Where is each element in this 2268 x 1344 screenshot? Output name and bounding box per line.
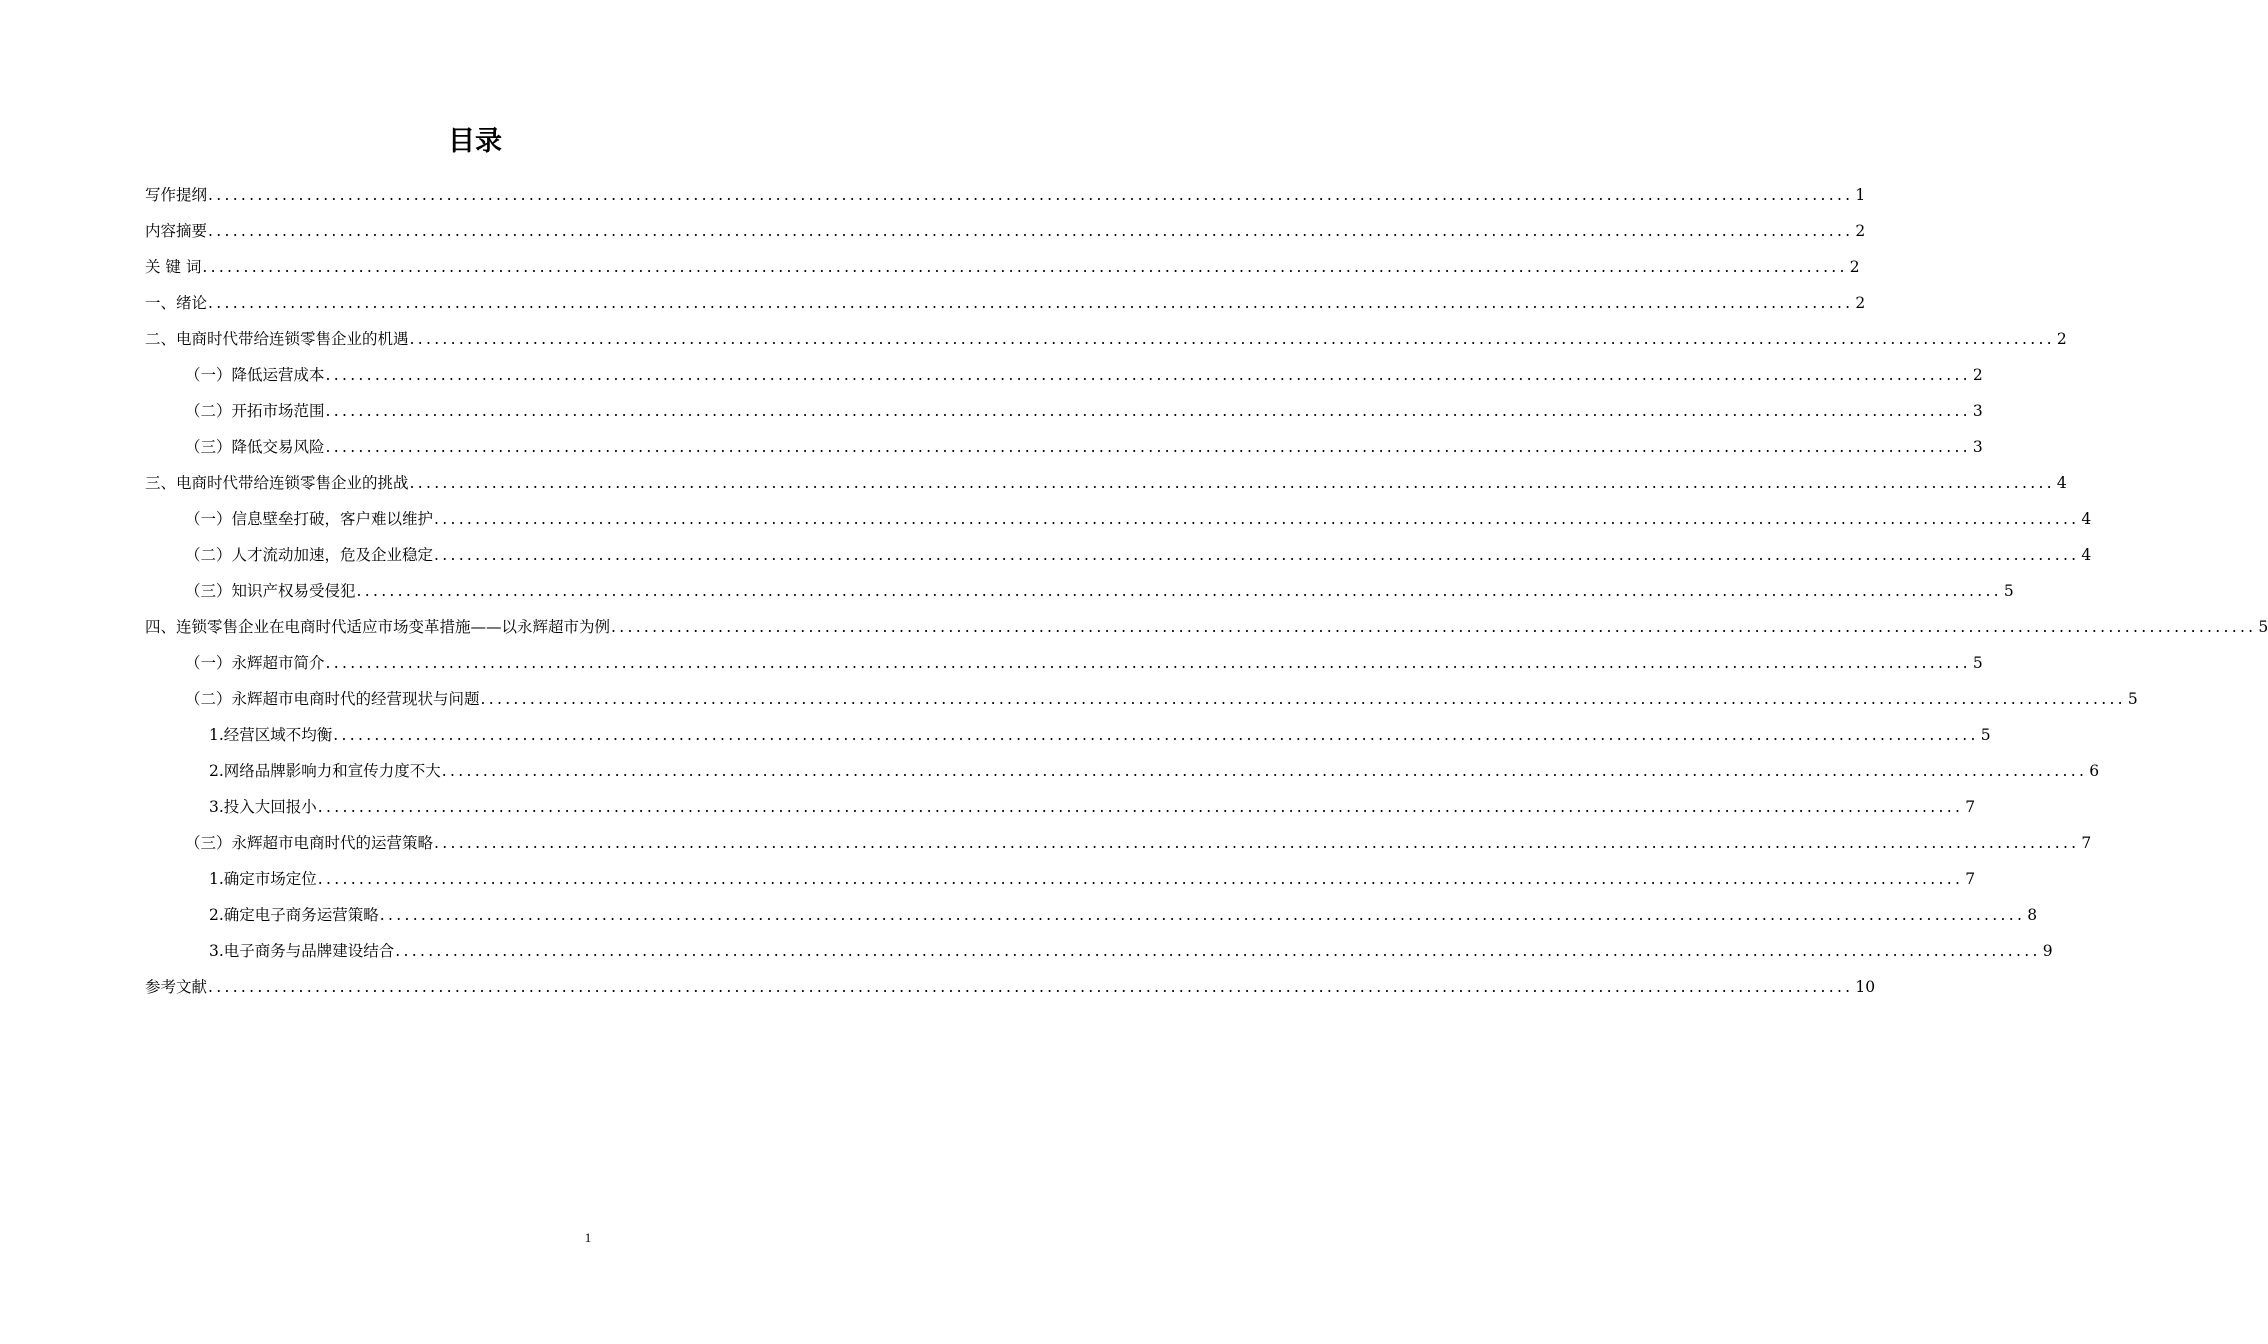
toc-entry-page: 2 <box>1849 258 1860 276</box>
toc-entry-page: 2 <box>2056 330 2067 348</box>
toc-entry-page: 6 <box>2089 762 2100 780</box>
toc-entry[interactable] <box>145 969 1876 1005</box>
toc-entry[interactable] <box>145 681 2138 717</box>
toc-entry-title: 内容摘要 <box>145 222 208 240</box>
page-title: 目录 <box>448 126 502 157</box>
toc-entry[interactable] <box>145 321 2067 357</box>
toc-entry[interactable] <box>145 825 2092 861</box>
toc-entry-page: 5 <box>2258 618 2268 636</box>
toc-entry-page: 5 <box>2003 582 2014 600</box>
toc-entry-title: 参考文献 <box>145 978 208 996</box>
toc-entry[interactable] <box>145 429 1983 465</box>
toc-entry-page: 3 <box>1972 402 1983 420</box>
toc-entry-page: 5 <box>1980 726 1991 744</box>
toc-leader-dots: ........................................................................................................................................................................................................ <box>208 222 1854 240</box>
toc-entry[interactable] <box>145 573 2014 609</box>
toc-entry-page: 7 <box>1965 870 1976 888</box>
toc-entry-title: （一）永辉超市简介 <box>185 654 325 672</box>
toc-entry-title: （三）永辉超市电商时代的运营策略 <box>185 834 434 852</box>
toc-entry-title: 写作提纲 <box>145 186 208 204</box>
toc-entry-page: 5 <box>1972 654 1983 672</box>
toc-entry[interactable] <box>145 861 1976 897</box>
toc-entry-title: （二）永辉超市电商时代的经营现状与问题 <box>185 690 480 708</box>
toc-entry-title: 3.投入大回报小 <box>209 798 317 816</box>
toc-leader-dots: ........................................................................................................................................................................................................ <box>202 258 1848 276</box>
toc-leader-dots: ........................................................................................................................................................................................................ <box>317 798 1964 816</box>
toc-leader-dots: ........................................................................................................................................................................................................ <box>325 654 1971 672</box>
toc-leader-dots: ........................................................................................................................................................................................................ <box>356 582 2002 600</box>
toc-leader-dots: ........................................................................................................................................................................................................ <box>409 330 2055 348</box>
toc-entry-title: （三）降低交易风险 <box>185 438 325 456</box>
toc-leader-dots: ........................................................................................................................................................................................................ <box>317 870 1964 888</box>
toc-entry[interactable] <box>145 753 2100 789</box>
toc-entry-title: （二）开拓市场范围 <box>185 402 325 420</box>
toc-entry[interactable] <box>145 285 1866 321</box>
toc-entry[interactable] <box>145 177 1866 213</box>
toc-leader-dots: ........................................................................................................................................................................................................ <box>325 366 1971 384</box>
toc-entry-title: 1.确定市场定位 <box>209 870 317 888</box>
toc-entry-page: 7 <box>2081 834 2092 852</box>
toc-leader-dots: ........................................................................................................................................................................................................ <box>441 762 2088 780</box>
toc-entry-title: 四、连锁零售企业在电商时代适应市场变革措施——以永辉超市为例 <box>145 618 611 636</box>
toc-leader-dots: ........................................................................................................................................................................................................ <box>333 726 1979 744</box>
toc-entry[interactable] <box>145 213 1866 249</box>
toc-leader-dots: ........................................................................................................................................................................................................ <box>379 906 2026 924</box>
toc-entry-title: 1.经营区域不均衡 <box>209 726 333 744</box>
toc-entry[interactable] <box>145 465 2067 501</box>
toc-entry-title: 一、绪论 <box>145 294 208 312</box>
toc-entry-page: 8 <box>2027 906 2038 924</box>
toc-entry-title: 三、电商时代带给连锁零售企业的挑战 <box>145 474 409 492</box>
toc-entry-title: （二）人才流动加速，危及企业稳定 <box>185 546 434 564</box>
toc-entry-page: 2 <box>1972 366 1983 384</box>
toc-entry[interactable] <box>145 393 1983 429</box>
toc-leader-dots: ........................................................................................................................................................................................................ <box>325 402 1971 420</box>
toc-entry-title: 二、电商时代带给连锁零售企业的机遇 <box>145 330 409 348</box>
toc-entry[interactable] <box>145 249 1860 285</box>
toc-leader-dots: ........................................................................................................................................................................................................ <box>208 978 1854 996</box>
toc-leader-dots: ........................................................................................................................................................................................................ <box>611 618 2257 636</box>
toc-leader-dots: ........................................................................................................................................................................................................ <box>409 474 2055 492</box>
toc-entry-page: 10 <box>1855 978 1876 996</box>
toc-entry-page: 4 <box>2081 546 2092 564</box>
toc-entry[interactable] <box>145 357 1983 393</box>
toc-entry[interactable] <box>145 537 2092 573</box>
toc-entry[interactable] <box>145 501 2092 537</box>
toc-leader-dots: ........................................................................................................................................................................................................ <box>395 942 2041 960</box>
toc-entry-title: 关 键 词 <box>145 258 202 276</box>
toc-entry[interactable] <box>145 897 2038 933</box>
toc-entry[interactable] <box>145 717 1991 753</box>
toc-entry-title: 3.电子商务与品牌建设结合 <box>209 942 395 960</box>
toc-entry-page: 4 <box>2056 474 2067 492</box>
toc-entry[interactable] <box>145 789 1976 825</box>
toc-entry[interactable] <box>145 933 2053 969</box>
toc-entry-page: 1 <box>1855 186 1866 204</box>
toc-leader-dots: ........................................................................................................................................................................................................ <box>480 690 2126 708</box>
toc-entry[interactable] <box>145 645 1983 681</box>
toc-entry-title: 2.网络品牌影响力和宣传力度不大 <box>209 762 441 780</box>
toc-entry-title: 2.确定电子商务运营策略 <box>209 906 379 924</box>
toc-entry-page: 7 <box>1965 798 1976 816</box>
toc-entry-title: （一）信息壁垒打破，客户难以维护 <box>185 510 434 528</box>
toc-entry-page: 5 <box>2127 690 2138 708</box>
toc-leader-dots: ........................................................................................................................................................................................................ <box>434 546 2080 564</box>
table-of-contents <box>145 177 2268 1005</box>
toc-entry-page: 2 <box>1855 294 1866 312</box>
toc-entry-page: 2 <box>1855 222 1866 240</box>
toc-leader-dots: ........................................................................................................................................................................................................ <box>434 834 2080 852</box>
toc-entry-title: （一）降低运营成本 <box>185 366 325 384</box>
toc-leader-dots: ........................................................................................................................................................................................................ <box>208 186 1854 204</box>
toc-entry-page: 3 <box>1972 438 1983 456</box>
toc-entry[interactable] <box>145 609 2268 645</box>
toc-leader-dots: ........................................................................................................................................................................................................ <box>434 510 2080 528</box>
toc-entry-title: （三）知识产权易受侵犯 <box>185 582 356 600</box>
page-number: 1 <box>584 1230 592 1245</box>
toc-entry-page: 9 <box>2042 942 2053 960</box>
toc-leader-dots: ........................................................................................................................................................................................................ <box>208 294 1854 312</box>
toc-leader-dots: ........................................................................................................................................................................................................ <box>325 438 1971 456</box>
toc-entry-page: 4 <box>2081 510 2092 528</box>
